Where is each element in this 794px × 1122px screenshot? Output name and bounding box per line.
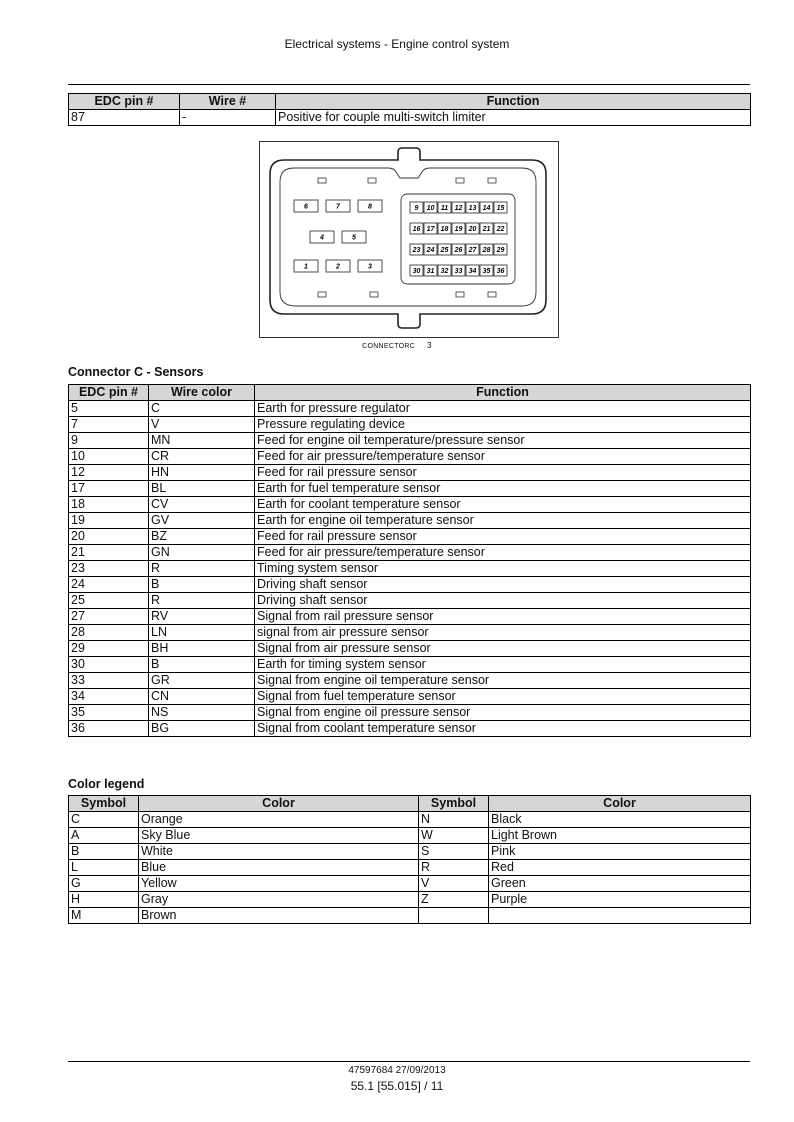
cell-symbol: G — [69, 876, 139, 892]
cell-wire-color: HN — [149, 465, 255, 481]
connector-pin-label: 18 — [440, 226, 449, 234]
cell-edc-pin: 27 — [69, 609, 149, 625]
cell-function: Pressure regulating device — [255, 417, 751, 433]
cell-edc-pin: 33 — [69, 673, 149, 689]
cell-edc-pin: 17 — [69, 481, 149, 497]
cell-symbol: N — [419, 812, 489, 828]
cell-function: Driving shaft sensor — [255, 593, 751, 609]
cell-edc-pin: 9 — [69, 433, 149, 449]
connector-pin — [480, 244, 493, 255]
footer-page-number: 55.1 [55.015] / 11 — [350, 1079, 444, 1093]
connector-pin — [466, 244, 479, 255]
sensors-table — [68, 384, 751, 737]
cell-edc-pin: 21 — [69, 545, 149, 561]
connector-pin-label: 22 — [496, 226, 505, 234]
table-row — [69, 577, 751, 593]
cell-color: Light Brown — [489, 828, 751, 844]
cell-edc-pin: 28 — [69, 625, 149, 641]
connector-pin — [358, 200, 382, 212]
cell-wire-color: CR — [149, 449, 255, 465]
table-row — [69, 721, 751, 737]
connector-pin-label: 4 — [320, 234, 324, 242]
connector-pin — [494, 265, 507, 276]
sensors-section-title: Connector C - Sensors — [68, 365, 204, 379]
cell-color: Green — [489, 876, 751, 892]
table-row — [69, 417, 751, 433]
cell-symbol: C — [69, 812, 139, 828]
connector-pin — [438, 202, 451, 213]
table-row — [69, 689, 751, 705]
connector-pin — [294, 200, 318, 212]
cell-symbol: A — [69, 828, 139, 844]
connector-pin-label: 6 — [304, 203, 308, 211]
connector-pin — [310, 231, 334, 243]
connector-pin-label: 15 — [496, 205, 505, 213]
cell-symbol: B — [69, 844, 139, 860]
connector-pin — [452, 265, 465, 276]
cell-color: Brown — [139, 908, 419, 924]
connector-pin — [466, 223, 479, 234]
cell-color: Purple — [489, 892, 751, 908]
footer-document-code: 47597684 27/09/2013 — [348, 1065, 446, 1076]
cell-symbol: H — [69, 892, 139, 908]
cell-function: Feed for air pressure/temperature sensor — [255, 449, 751, 465]
connector-pin — [494, 244, 507, 255]
connector-pin-label: 14 — [482, 205, 491, 213]
connector-pin-label: 2 — [336, 263, 340, 271]
cell-wire-number: - — [180, 110, 276, 126]
cell-color: Yellow — [139, 876, 419, 892]
table-row — [69, 529, 751, 545]
table-row — [69, 908, 751, 924]
connector-pin — [424, 265, 437, 276]
cell-color: Pink — [489, 844, 751, 860]
column-header-color: Color — [489, 796, 751, 812]
connector-pin — [424, 202, 437, 213]
column-header-symbol: Symbol — [69, 796, 139, 812]
table-row — [69, 513, 751, 529]
color-legend-title: Color legend — [68, 777, 145, 791]
cell-wire-color: BL — [149, 481, 255, 497]
connector-pin-label: 29 — [496, 247, 505, 255]
cell-edc-pin: 18 — [69, 497, 149, 513]
connector-pin-label: 28 — [482, 247, 491, 255]
connector-pin-label: 5 — [352, 234, 356, 242]
connector-pin-label: 3 — [368, 263, 372, 271]
cell-wire-color: B — [149, 657, 255, 673]
cell-wire-color: BH — [149, 641, 255, 657]
connector-pin-label: 20 — [468, 226, 477, 234]
cell-function: Earth for coolant temperature sensor — [255, 497, 751, 513]
connector-pin-label: 11 — [440, 205, 449, 213]
cell-function: Earth for fuel temperature sensor — [255, 481, 751, 497]
table-header-row — [69, 385, 751, 401]
connector-pin — [326, 260, 350, 272]
column-header-edc-pin: EDC pin # — [69, 94, 180, 110]
connector-pin-label: 12 — [454, 205, 463, 213]
cell-edc-pin: 29 — [69, 641, 149, 657]
column-header-symbol: Symbol — [419, 796, 489, 812]
cell-wire-color: C — [149, 401, 255, 417]
cell-function: Earth for pressure regulator — [255, 401, 751, 417]
table-row — [69, 609, 751, 625]
connector-pin — [466, 265, 479, 276]
cell-wire-color: R — [149, 561, 255, 577]
cell-edc-pin: 34 — [69, 689, 149, 705]
connector-pin-label: 16 — [412, 226, 421, 234]
column-header-wire-number: Wire # — [180, 94, 276, 110]
connector-caption — [0, 341, 794, 350]
table-row — [69, 433, 751, 449]
cell-function: Feed for engine oil temperature/pressure sensor — [255, 433, 751, 449]
connector-pin — [358, 260, 382, 272]
cell-symbol: M — [69, 908, 139, 924]
cell-wire-color: LN — [149, 625, 255, 641]
table-header-row — [69, 94, 751, 110]
connector-caption-label: CONNECTORC — [362, 343, 416, 350]
connector-pin-label: 7 — [336, 203, 340, 211]
connector-pin-label: 31 — [426, 268, 435, 276]
connector-pin-label: 13 — [468, 205, 477, 213]
cell-wire-color: CN — [149, 689, 255, 705]
table-row — [69, 673, 751, 689]
table-row — [69, 657, 751, 673]
table-row — [69, 561, 751, 577]
cell-color: Black — [489, 812, 751, 828]
connector-pin-label: 17 — [426, 226, 435, 234]
connector-pin — [452, 244, 465, 255]
connector-pin — [480, 265, 493, 276]
table-row — [69, 449, 751, 465]
connector-pin — [480, 202, 493, 213]
cell-edc-pin: 5 — [69, 401, 149, 417]
connector-c-drawing — [260, 142, 558, 337]
cell-color: Red — [489, 860, 751, 876]
cell-function: signal from air pressure sensor — [255, 625, 751, 641]
cell-edc-pin: 7 — [69, 417, 149, 433]
column-header-function: Function — [255, 385, 751, 401]
cell-edc-pin: 24 — [69, 577, 149, 593]
cell-edc-pin: 23 — [69, 561, 149, 577]
connector-pin — [410, 223, 423, 234]
cell-edc-pin: 25 — [69, 593, 149, 609]
table-row — [69, 401, 751, 417]
cell-symbol — [419, 908, 489, 924]
cell-symbol: V — [419, 876, 489, 892]
table-row — [69, 110, 751, 126]
pin-87-table — [68, 93, 751, 126]
cell-edc-pin: 19 — [69, 513, 149, 529]
cell-edc-pin: 30 — [69, 657, 149, 673]
cell-color: Gray — [139, 892, 419, 908]
connector-pin — [438, 265, 451, 276]
connector-pin-label: 8 — [368, 203, 372, 211]
connector-pin — [438, 244, 451, 255]
cell-function: Signal from engine oil pressure sensor — [255, 705, 751, 721]
connector-pin — [410, 265, 423, 276]
cell-wire-color: MN — [149, 433, 255, 449]
cell-color: Blue — [139, 860, 419, 876]
table-row — [69, 876, 751, 892]
column-header-function: Function — [276, 94, 751, 110]
cell-symbol: Z — [419, 892, 489, 908]
cell-wire-color: GR — [149, 673, 255, 689]
cell-edc-pin: 35 — [69, 705, 149, 721]
table-row — [69, 465, 751, 481]
table-row — [69, 844, 751, 860]
cell-color: White — [139, 844, 419, 860]
connector-pin-label: 33 — [454, 268, 463, 276]
cell-color: Orange — [139, 812, 419, 828]
connector-pin-label: 34 — [468, 268, 477, 276]
connector-pin-label: 19 — [454, 226, 463, 234]
cell-wire-color: BZ — [149, 529, 255, 545]
connector-pin — [466, 202, 479, 213]
table-row — [69, 593, 751, 609]
cell-function: Signal from coolant temperature sensor — [255, 721, 751, 737]
connector-pin — [424, 244, 437, 255]
connector-c-diagram — [259, 141, 559, 338]
cell-function: Signal from air pressure sensor — [255, 641, 751, 657]
cell-wire-color: RV — [149, 609, 255, 625]
connector-pin — [494, 223, 507, 234]
cell-edc-pin: 10 — [69, 449, 149, 465]
table-row — [69, 812, 751, 828]
cell-symbol: W — [419, 828, 489, 844]
connector-pin — [410, 202, 423, 213]
cell-wire-color: GN — [149, 545, 255, 561]
table-row — [69, 545, 751, 561]
cell-function: Driving shaft sensor — [255, 577, 751, 593]
connector-pin — [342, 231, 366, 243]
page-header-title: Electrical systems - Engine control system — [284, 37, 510, 51]
cell-symbol: S — [419, 844, 489, 860]
cell-edc-pin: 20 — [69, 529, 149, 545]
cell-function: Positive for couple multi-switch limiter — [276, 110, 751, 126]
connector-pin-label: 32 — [440, 268, 449, 276]
table-row — [69, 892, 751, 908]
table-row — [69, 497, 751, 513]
connector-pin — [438, 223, 451, 234]
cell-function: Earth for engine oil temperature sensor — [255, 513, 751, 529]
cell-function: Signal from engine oil temperature sensor — [255, 673, 751, 689]
cell-edc-pin: 36 — [69, 721, 149, 737]
cell-function: Feed for air pressure/temperature sensor — [255, 545, 751, 561]
connector-pin — [410, 244, 423, 255]
connector-pin-label: 21 — [482, 226, 491, 234]
cell-function: Earth for timing system sensor — [255, 657, 751, 673]
cell-function: Signal from rail pressure sensor — [255, 609, 751, 625]
cell-function: Signal from fuel temperature sensor — [255, 689, 751, 705]
table-row — [69, 481, 751, 497]
cell-symbol: R — [419, 860, 489, 876]
column-header-edc-pin: EDC pin # — [69, 385, 149, 401]
color-legend-table — [68, 795, 751, 924]
cell-color — [489, 908, 751, 924]
column-header-color: Color — [139, 796, 419, 812]
column-header-wire-color: Wire color — [149, 385, 255, 401]
cell-edc-pin: 87 — [69, 110, 180, 126]
table-row — [69, 828, 751, 844]
table-row — [69, 625, 751, 641]
cell-wire-color: BG — [149, 721, 255, 737]
cell-wire-color: R — [149, 593, 255, 609]
table-row — [69, 705, 751, 721]
connector-pin-label: 36 — [496, 268, 505, 276]
cell-wire-color: B — [149, 577, 255, 593]
cell-function: Feed for rail pressure sensor — [255, 529, 751, 545]
connector-pin-label: 27 — [468, 247, 477, 255]
connector-pin-label: 24 — [426, 247, 435, 255]
connector-pin — [452, 223, 465, 234]
cell-wire-color: V — [149, 417, 255, 433]
connector-pin-label: 23 — [412, 247, 421, 255]
connector-caption-number: 3 — [427, 341, 432, 350]
cell-function: Timing system sensor — [255, 561, 751, 577]
connector-pin — [480, 223, 493, 234]
cell-color: Sky Blue — [139, 828, 419, 844]
connector-pin — [326, 200, 350, 212]
connector-pin-label: 26 — [454, 247, 463, 255]
connector-pin-label: 9 — [414, 205, 419, 213]
connector-pin-label: 25 — [440, 247, 449, 255]
connector-pin-label: 30 — [412, 268, 421, 276]
cell-symbol: L — [69, 860, 139, 876]
footer-rule — [68, 1061, 750, 1062]
table-row — [69, 860, 751, 876]
header-rule — [68, 84, 750, 85]
connector-pin — [452, 202, 465, 213]
cell-function: Feed for rail pressure sensor — [255, 465, 751, 481]
table-row — [69, 641, 751, 657]
cell-edc-pin: 12 — [69, 465, 149, 481]
table-header-row — [69, 796, 751, 812]
connector-pin-label: 1 — [304, 263, 308, 271]
connector-pin — [494, 202, 507, 213]
cell-wire-color: NS — [149, 705, 255, 721]
connector-pin-label: 10 — [426, 205, 435, 213]
connector-pin — [424, 223, 437, 234]
connector-pin — [294, 260, 318, 272]
cell-wire-color: GV — [149, 513, 255, 529]
connector-pin-label: 35 — [482, 268, 491, 276]
cell-wire-color: CV — [149, 497, 255, 513]
